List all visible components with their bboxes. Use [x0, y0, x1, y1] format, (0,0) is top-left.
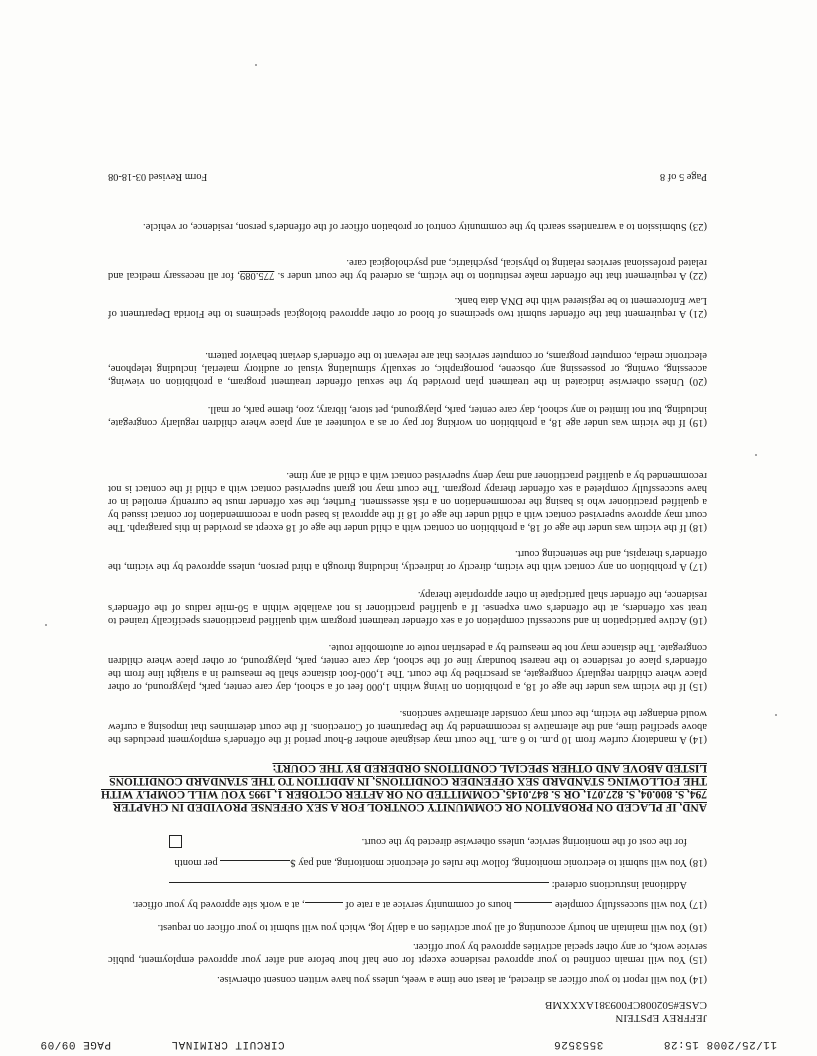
form-revised: Form Revised 03-18-08	[108, 171, 208, 182]
sex-offender-condition-18: (18) If the victim was under the age of 18, a prohibition on contact with a child under the age of 18 except as provided in this paragraph. The court may approve supervised contact with a child under the age of 18 if the approval is based upon a recommendation for contact issued by a qualified practitioner who is basing the recommendation on a risk assessment. Further, the sex offender must be currently enrolled in or have successfully completed a sex offender therapy program. The court may not grant supervised contact with a child if the contact is not recommended by a qualified practitioner and may deny supervised contact with a child at any time.	[108, 470, 707, 533]
sex-offender-condition-22: (22) A requirement that the offender make restitution to the victim, as ordered by the court under s. 775.089, for all necessary medical and related professional services relating to physical, psychiatric, and psychological care.	[108, 257, 707, 281]
defendant-name: JEFFREY EPSTEIN	[615, 1012, 707, 1024]
scan-speck	[775, 714, 777, 716]
condition-14: (14) You will report to your officer as directed, at least one time a week, unless you have written consent otherwise.	[217, 974, 707, 985]
fax-sender: CIRCUIT CRIMINAL	[171, 1038, 285, 1050]
sex-offender-condition-20: (20) Unless otherwise indicated in the treatment plan provided by the sexual offender treatment program, a prohibition on viewing, accessing, owning, or possessing any obscene, pornographic, or sexually stimulating visual or auditory material, including telephone, electronic media, computer programs, or computer services that are relevant to the offender's deviant behavior pattern.	[107, 350, 707, 387]
blank-additional-instructions[interactable]	[169, 882, 549, 893]
additional-instructions: Additional instructions ordered:	[108, 878, 687, 893]
blank-monthly-amount[interactable]	[220, 860, 290, 871]
blank-rate[interactable]	[305, 902, 343, 913]
condition-18: (18) You will submit to electronic monitoring, follow the rules of electronic monitoring, and pay $ per month	[108, 856, 707, 871]
condition-18-cont: for the cost of the monitoring service, unless otherwise directed by the court.	[361, 836, 687, 847]
case-number: CASE#502008CF009381AXXXMB	[545, 999, 707, 1011]
condition-16: (16) You will maintain an hourly accounting of all your activities on a daily log, which you will submit to your officer on request.	[157, 922, 707, 933]
sex-offender-heading: AND, IF PLACED ON PROBATION OR COMMUNITY CONTROL FOR A SEX OFFENSE PROVIDED IN CHAPTER 794, S. 800.04, S. 827.071, OR S. 847.0145, COMMITTED ON OR AFTER OCTOBER 1, 1995 YOU WILL COMPLY WITH THE FOLLOWING STANDARD SEX OFFENDER CONDITIONS, IN ADDITION TO THE STANDARD CONDITIONS LISTED ABOVE AND OTHER SPECIAL CONDITIONS ORDERED BY THE COURT:	[101, 762, 707, 813]
condition-17: (17) You will successfully complete hours of community service at a rate of , at a work site approved by your officer.	[108, 898, 707, 913]
scan-speck	[255, 64, 257, 66]
fax-page-label: PAGE 09/09	[40, 1038, 112, 1050]
sex-offender-condition-19: (19) If the victim was under age 18, a prohibition on working for pay or as a volunteer at any place where children regularly congregate, including, but not limited to any school, day care center, park, playground, pet store, library, zoo, theme park, or mall.	[108, 404, 707, 428]
fax-number: 3553526	[553, 1038, 604, 1050]
fax-header	[40, 1038, 777, 1050]
sex-offender-condition-14: (14) A mandatory curfew from 10 p.m. to 6 a.m. The court may designate another 8-hour period if the offender's employment precludes the above specified time, and the alternative is recommended by the Department of Corrections. If the court determines that imposing a curfew would endanger the victim, the court may consider alternative sanctions.	[108, 708, 707, 745]
fax-timestamp: 11/25/2008 15:28	[663, 1038, 777, 1050]
scan-speck	[45, 624, 47, 626]
sex-offender-condition-23: (23) Submission to a warrantless search by the community control or probation officer of the offender's person, residence, or vehicle.	[142, 221, 707, 232]
statute-reference: 775.089	[239, 270, 275, 281]
page-number: Page 5 of 8	[659, 171, 707, 182]
condition-15: (15) You will remain confined to your approved residence except for one half hour before and after your approved employment, public service work, or any other special activities approved by your officer.	[108, 941, 707, 965]
sex-offender-condition-21: (21) A requirement that the offender submit two specimens of blood or other approved biological specimens to the Florida Department of Law Enforcement to be registered with the DNA data bank.	[108, 295, 707, 319]
case-block	[545, 998, 707, 1024]
sex-offender-condition-15: (15) If the victim was under the age of 18, a prohibition on living within 1,000 feet of a school, day care center, park, playground, or other place where children regularly congregate, as prescribed by the court. The 1,000-foot distance shall be measured in a straight line from the offender's place of residence to the nearest boundary line of the school, day care center, park, playground, or other place where children congregate. The distance may not be measured by a pedestrian route or automobile route.	[108, 642, 707, 692]
scan-speck	[755, 454, 757, 456]
page-footer	[108, 171, 707, 182]
blank-hours[interactable]	[514, 902, 552, 913]
sex-offender-condition-17: (17) A prohibition on any contact with the victim, directly or indirectly, including through a third person, unless approved by the victim, the offender's therapist, and the sentencing court.	[108, 548, 707, 572]
electronic-monitoring-checkbox[interactable]	[169, 835, 182, 848]
sex-offender-condition-16: (16) Active participation in and successful completion of a sex offender treatment program with qualified practitioners specifically trained to treat sex offenders, at the offender's own expense. If a qualified practitioner is not available within a 50-mile radius of the offender's residence, the offender shall participate in other appropriate therapy.	[108, 589, 707, 626]
